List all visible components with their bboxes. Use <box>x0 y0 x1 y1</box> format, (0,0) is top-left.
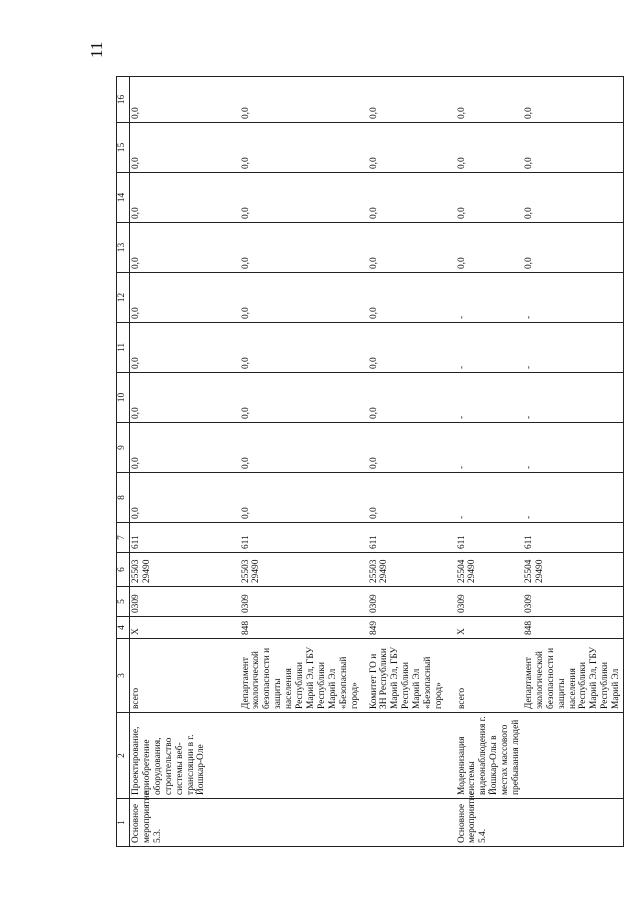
value-cell: 0,0 <box>130 273 240 323</box>
value-cell: - <box>456 373 523 423</box>
activity-code: Основное мероприятие 5.3. <box>130 799 240 847</box>
header-cell: 12 <box>117 273 130 323</box>
value-cell: - <box>523 473 624 523</box>
value-cell: 0,0 <box>368 223 456 273</box>
executor: Комитет ГО и ЗН Республики Марий Эл, ГБУ Республики Марий Эл «Безопасный город» <box>368 639 456 713</box>
executor: всего <box>456 639 523 713</box>
value-cell: 0,0 <box>456 77 523 123</box>
table-row <box>240 77 368 847</box>
value-cell: - <box>456 273 523 323</box>
activity-code <box>240 799 368 847</box>
page-number: 11 <box>87 41 106 58</box>
executor: Департамент экологической безопасности и защиты населения Республики Марий Эл, ГБУ Республики Марий Эл <box>523 639 624 713</box>
executor: Департамент экологической безопасности и защиты населения Республики Марий Эл, ГБУ Республики Марий Эл «Безопасный город» <box>240 639 368 713</box>
activity-code <box>368 799 456 847</box>
value-cell: - <box>523 373 624 423</box>
target-code: 25503 29490 <box>130 553 240 587</box>
value-cell: 0,0 <box>240 77 368 123</box>
header-cell: 4 <box>117 617 130 639</box>
value-cell: - <box>456 323 523 373</box>
expense-type: 611 <box>456 523 523 553</box>
header-row <box>117 77 130 847</box>
value-cell: 0,0 <box>368 323 456 373</box>
header-cell: 9 <box>117 423 130 473</box>
activity-name: Проектирование, приобретение оборудования, строительство системы веб-трансляции в г. Йошкар-Оле <box>130 713 240 799</box>
header-cell: 1 <box>117 799 130 847</box>
value-cell: - <box>456 423 523 473</box>
header-cell: 13 <box>117 223 130 273</box>
grbs-code: 848 <box>240 617 368 639</box>
grbs-code: 848 <box>523 617 624 639</box>
value-cell: - <box>523 273 624 323</box>
value-cell: 0,0 <box>523 173 624 223</box>
value-cell: 0,0 <box>130 173 240 223</box>
value-cell: 0,0 <box>130 223 240 273</box>
target-code: 25504 29490 <box>523 553 624 587</box>
expense-type: 611 <box>130 523 240 553</box>
value-cell: 0,0 <box>456 223 523 273</box>
value-cell: 0,0 <box>240 123 368 173</box>
value-cell: 0,0 <box>240 373 368 423</box>
header-cell: 7 <box>117 523 130 553</box>
rotated-table-container <box>116 77 622 847</box>
activity-name <box>240 713 368 799</box>
value-cell: 0,0 <box>240 323 368 373</box>
value-cell: 0,0 <box>240 223 368 273</box>
value-cell: 0,0 <box>130 77 240 123</box>
table-row <box>368 77 456 847</box>
header-cell: 15 <box>117 123 130 173</box>
expense-type: 611 <box>368 523 456 553</box>
header-cell: 8 <box>117 473 130 523</box>
value-cell: 0,0 <box>523 77 624 123</box>
activity-name: Модернизация системы видеонаблюдения г. Йошкар-Олы в местах массового пребывания людей <box>456 713 523 799</box>
executor: всего <box>130 639 240 713</box>
header-cell: 14 <box>117 173 130 223</box>
value-cell: 0,0 <box>523 223 624 273</box>
grbs-code: X <box>130 617 240 639</box>
activity-code <box>523 799 624 847</box>
grbs-code: 849 <box>368 617 456 639</box>
section-code: 0309 <box>456 587 523 617</box>
table-row <box>456 77 523 847</box>
section-code: 0309 <box>130 587 240 617</box>
value-cell: 0,0 <box>368 423 456 473</box>
value-cell: 0,0 <box>240 473 368 523</box>
value-cell: - <box>523 323 624 373</box>
value-cell: 0,0 <box>368 473 456 523</box>
value-cell: 0,0 <box>368 123 456 173</box>
section-code: 0309 <box>240 587 368 617</box>
target-code: 25503 29490 <box>240 553 368 587</box>
expense-type: 611 <box>240 523 368 553</box>
activity-code: Основное мероприятие 5.4. <box>456 799 523 847</box>
value-cell: 0,0 <box>368 273 456 323</box>
table-row <box>130 77 240 847</box>
activity-name <box>523 713 624 799</box>
value-cell: 0,0 <box>130 473 240 523</box>
target-code: 25503 29490 <box>368 553 456 587</box>
value-cell: - <box>456 473 523 523</box>
value-cell: 0,0 <box>456 173 523 223</box>
budget-table <box>116 76 624 847</box>
value-cell: 0,0 <box>368 173 456 223</box>
value-cell: 0,0 <box>456 123 523 173</box>
target-code: 25504 29490 <box>456 553 523 587</box>
header-cell: 3 <box>117 639 130 713</box>
header-cell: 5 <box>117 587 130 617</box>
header-cell: 10 <box>117 373 130 423</box>
value-cell: 0,0 <box>368 77 456 123</box>
value-cell: 0,0 <box>240 273 368 323</box>
value-cell: 0,0 <box>368 373 456 423</box>
value-cell: 0,0 <box>240 423 368 473</box>
section-code: 0309 <box>523 587 624 617</box>
value-cell: - <box>523 423 624 473</box>
value-cell: 0,0 <box>130 423 240 473</box>
section-code: 0309 <box>368 587 456 617</box>
activity-name <box>368 713 456 799</box>
value-cell: 0,0 <box>240 173 368 223</box>
value-cell: 0,0 <box>523 123 624 173</box>
value-cell: 0,0 <box>130 123 240 173</box>
expense-type: 611 <box>523 523 624 553</box>
header-cell: 11 <box>117 323 130 373</box>
grbs-code: X <box>456 617 523 639</box>
table-row <box>523 77 624 847</box>
value-cell: 0,0 <box>130 323 240 373</box>
header-cell: 6 <box>117 553 130 587</box>
header-cell: 2 <box>117 713 130 799</box>
header-cell: 16 <box>117 77 130 123</box>
value-cell: 0,0 <box>130 373 240 423</box>
